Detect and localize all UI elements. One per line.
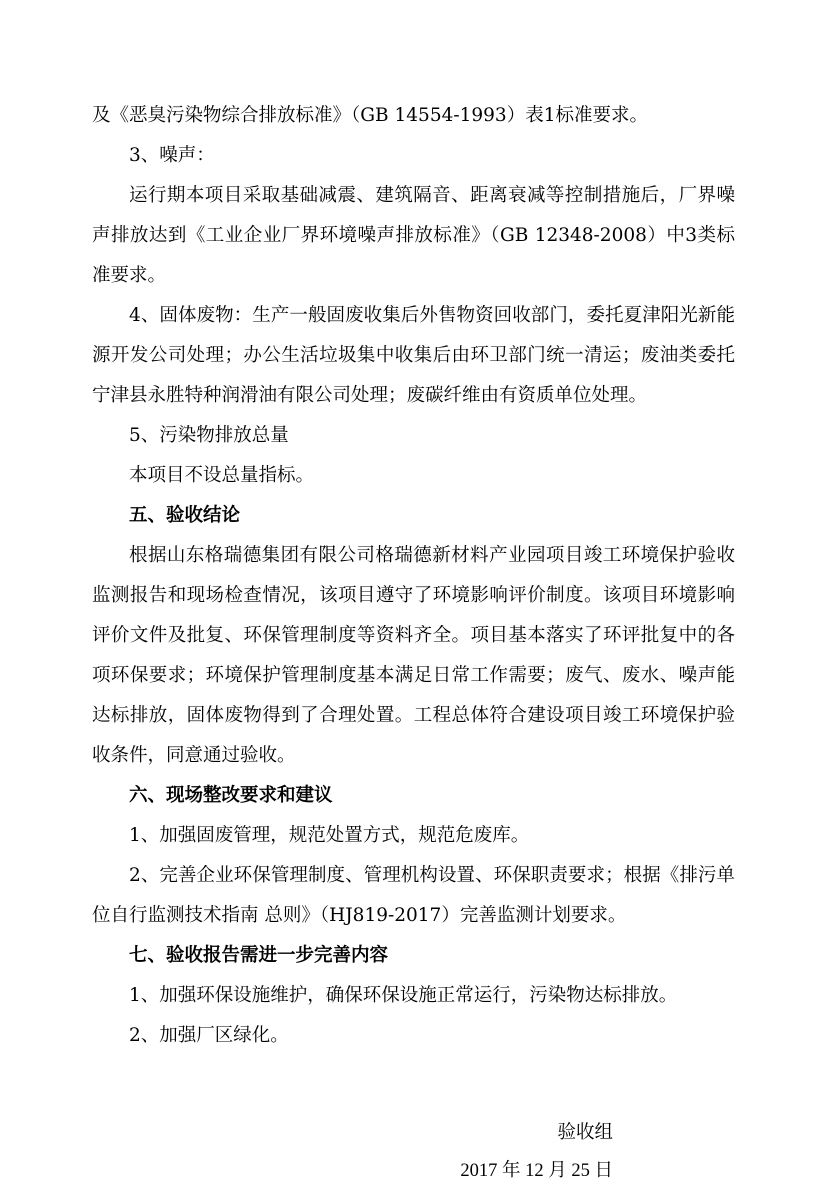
paragraph-acceptance-conclusion: 根据山东格瑞德集团有限公司格瑞德新材料产业园项目竣工环境保护验收监测报告和现场检查情况，该项目遵守了环境影响评价制度。该项目环境影响评价文件及批复、环保管理制度等资料齐全。项目基本落实了环评批复中的各项环保要求；环境保护管理制度基本满足日常工作需要；废气、废水、噪声能达标排放，固体废物得到了合理处置。工程总体符合建设项目竣工环境保护验收条件，同意通过验收。	[92, 545, 735, 766]
paragraph-noise-heading: 3、噪声：	[129, 145, 215, 166]
paragraph-continued-standard: 及《恶臭污染物综合排放标准》（GB 14554-1993）表1标准要求。	[92, 105, 648, 126]
paragraph-improvement-item-1: 1、加强环保设施维护，确保环保设施正常运行，污染物达标排放。	[129, 985, 678, 1006]
paragraph-solid-waste: 4、固体废物：生产一般固废收集后外售物资回收部门，委托夏津阳光新能源开发公司处理；办公生活垃圾集中收集后由环卫部门统一清运；废油类委托宁津县永胜特种润滑油有限公司处理；废碳纤维由有资质单位处理。	[92, 305, 735, 406]
paragraph-total-emission-heading: 5、污染物排放总量	[129, 425, 289, 446]
signature-block	[92, 1114, 735, 1190]
paragraph-improvement-item-2: 2、加强厂区绿化。	[129, 1025, 289, 1046]
section-heading-five: 五、验收结论	[129, 505, 241, 526]
section-heading-seven: 七、验收报告需进一步完善内容	[129, 945, 389, 966]
paragraph-rectification-item-2: 2、完善企业环保管理制度、管理机构设置、环保职责要求；根据《排污单位自行监测技术指南 总则》（HJ819-2017）完善监测计划要求。	[92, 865, 735, 926]
signature-group: 验收组	[557, 1122, 613, 1143]
paragraph-noise-content: 运行期本项目采取基础减震、建筑隔音、距离衰减等控制措施后，厂界噪声排放达到《工业企业厂界环境噪声排放标准》（GB 12348-2008）中3类标准要求。	[92, 185, 735, 286]
document-body	[92, 96, 735, 1190]
signature-date: 2017 年 12 月 25 日	[460, 1161, 613, 1181]
paragraph-total-emission-content: 本项目不设总量指标。	[129, 465, 315, 486]
section-heading-six: 六、现场整改要求和建议	[129, 785, 333, 806]
paragraph-rectification-item-1: 1、加强固废管理，规范处置方式，规范危废库。	[129, 825, 530, 846]
